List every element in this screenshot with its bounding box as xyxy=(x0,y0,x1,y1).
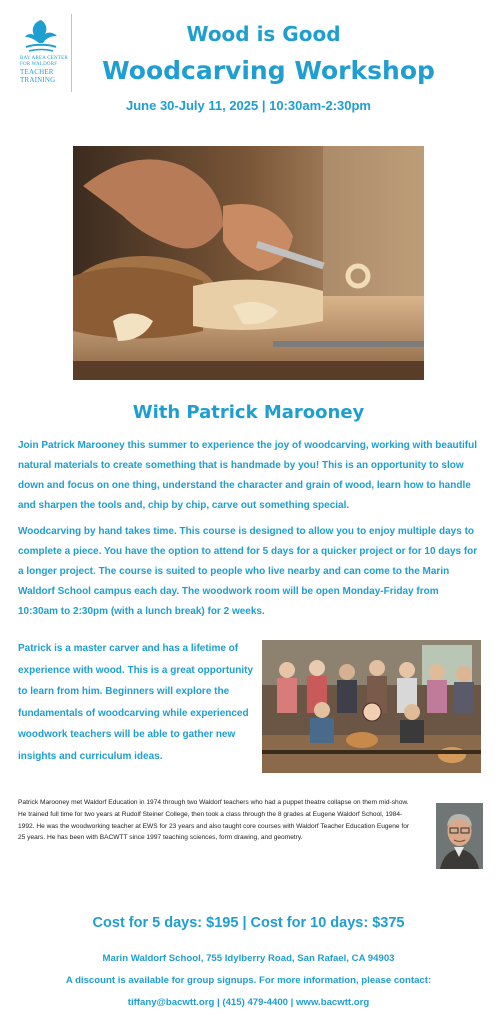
event-dates: June 30-July 11, 2025 | 10:30am-2:30pm xyxy=(125,98,371,113)
instructor-bio: Patrick Marooney met Waldorf Education in 1974 through two Waldorf teachers who had a puppet theatre collapse on them mid-show. He trained full time for two years at Rudolf Steiner College, then took a class through the 8 grades at Eugene Waldorf School, 1984-1992. He was the woodworking teacher at EWS for 23 years and also taught core courses with Waldorf Teacher Education Eugene for 25 years. He has been with BACWTT since 1997 teaching sciences, form drawing, and geometry. xyxy=(18,799,410,842)
logo-line-3: TEACHER xyxy=(20,68,54,76)
page-title: Woodcarving Workshop xyxy=(102,56,435,85)
address-line: Marin Waldorf School, 755 Idylberry Road, San Rafael, CA 94903 xyxy=(102,953,395,964)
logo-line-1: BAY AREA CENTER xyxy=(20,56,68,61)
group-photo xyxy=(262,640,481,773)
woodcarving-photo xyxy=(73,146,424,380)
instructor-heading: With Patrick Marooney xyxy=(132,402,365,423)
instructor-portrait xyxy=(436,803,483,869)
course-paragraph: Woodcarving by hand takes time. This course is designed to allow you to enjoy multiple days to complete a piece. You have the option to attend for 5 days for a quicker project or for 10 days for a longer project. The course is suited to people who live nearby and can come to the Marin Waldorf School campus each day. The woodwork room will be open Monday-Friday from 10:30am to 2:30pm (with a lunch break) for 2 weeks. xyxy=(18,526,478,617)
instructor-paragraph: Patrick is a master carver and has a lifetime of experience with wood. This is a great opportunity to learn from him. Beginners will explore the fundamentals of woodcarving while experienced woodwork teachers will be able to gather new insights and curriculum ideas. xyxy=(18,643,254,762)
discount-line: A discount is available for group signups. For more information, please contact: xyxy=(65,975,432,986)
cost-line: Cost for 5 days: $195 | Cost for 10 days: $375 xyxy=(92,915,405,931)
title-small: Wood is Good xyxy=(186,22,341,46)
logo-line-4: TRAINING xyxy=(20,76,56,84)
logo-line-2: FOR WALDORF xyxy=(20,62,58,67)
intro-paragraph: Join Patrick Marooney this summer to experience the joy of woodcarving, working with beautiful natural materials to create something that is handmade by you! This is an opportunity to slow down and focus on one thing, understand the character and grain of wood, learn how to handle and sharpen the tools and, chip by chip, carve out something special. xyxy=(18,440,477,511)
contact-line: tiffany@bacwtt.org | (415) 479-4400 | www.bacwtt.org xyxy=(127,997,370,1008)
